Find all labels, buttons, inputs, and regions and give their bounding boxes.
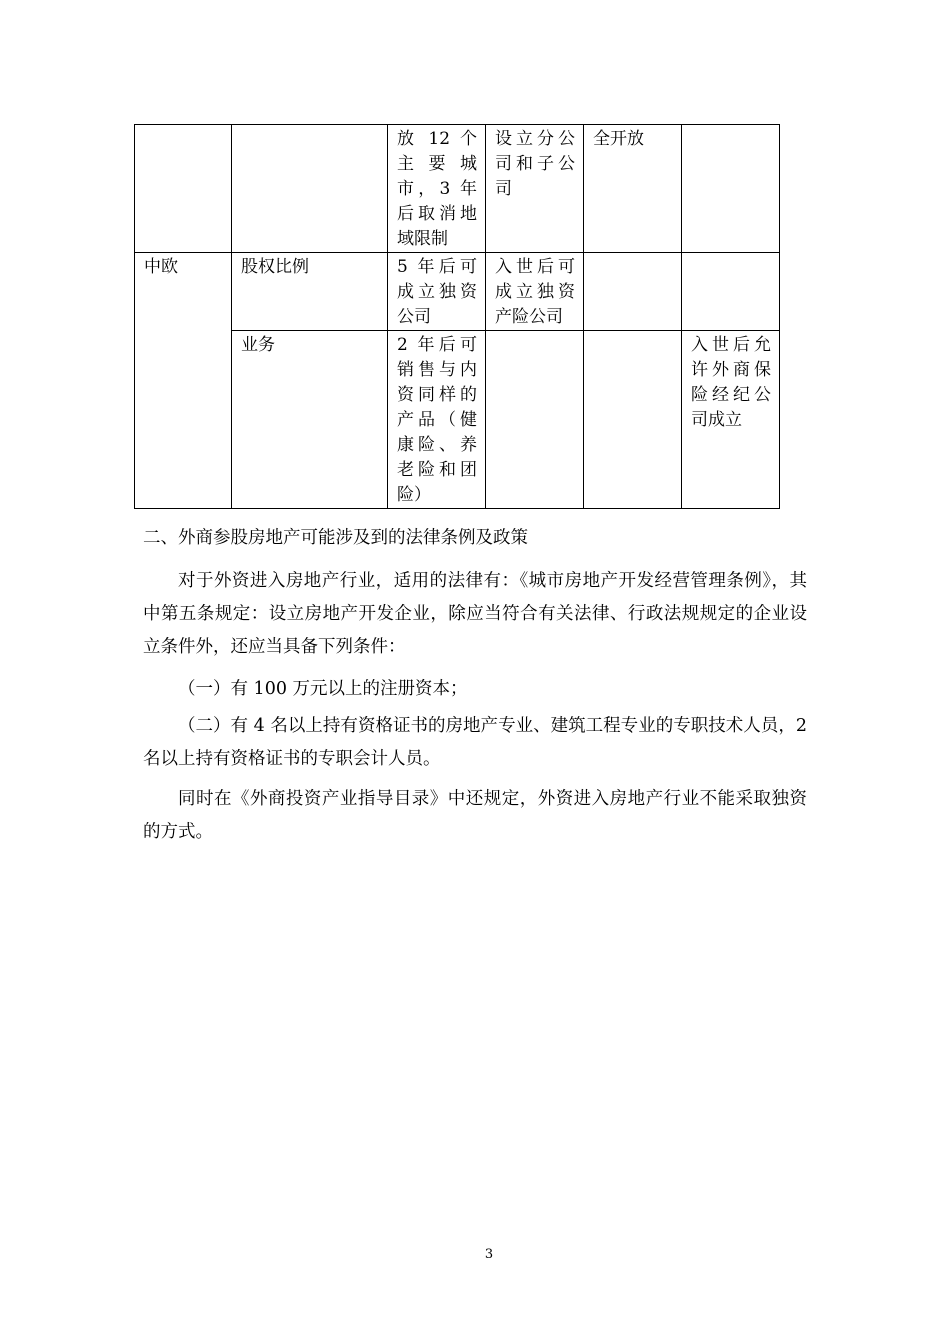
table-cell bbox=[584, 331, 682, 509]
table-cell: 入世后可成立独资产险公司 bbox=[486, 253, 584, 331]
condition-item-1: （一）有 100 万元以上的注册资本； bbox=[178, 679, 468, 699]
table-cell: 设立分公司和子公司 bbox=[486, 125, 584, 253]
table-row bbox=[135, 253, 780, 331]
table-cell: 业务 bbox=[232, 331, 388, 509]
table-cell bbox=[682, 125, 780, 253]
table-cell: 全开放 bbox=[584, 125, 682, 253]
table-cell: 入世后允许外商保险经纪公司成立 bbox=[682, 331, 780, 509]
table-cell bbox=[486, 331, 584, 509]
table-cell bbox=[135, 125, 232, 253]
table-cell bbox=[682, 253, 780, 331]
insurance-opening-table bbox=[134, 124, 780, 509]
body-paragraph: 对于外资进入房地产行业，适用的法律有：《城市房地产开发经营管理条例》，其中第五条规定：设立房地产开发企业，除应当符合有关法律、行政法规规定的企业设立条件外，还应当具备下列条件： bbox=[143, 571, 807, 657]
table-cell: 股权比例 bbox=[232, 253, 388, 331]
table-cell-region: 中欧 bbox=[135, 253, 232, 509]
section-heading: 二、外商参股房地产可能涉及到的法律条例及政策 bbox=[143, 528, 528, 548]
table-row bbox=[135, 331, 780, 509]
table-cell: 放 12 个主要城市，3 年后取消地域限制 bbox=[388, 125, 486, 253]
condition-item-2: （二）有 4 名以上持有资格证书的房地产专业、建筑工程专业的专职技术人员，2 名以上持有资格证书的专职会计人员。 bbox=[143, 716, 807, 769]
table-cell: 5 年后可成立独资公司 bbox=[388, 253, 486, 331]
table-cell: 2 年后可销售与内资同样的产品（健康险、养老险和团险） bbox=[388, 331, 486, 509]
table-row bbox=[135, 125, 780, 253]
table-cell bbox=[584, 253, 682, 331]
body-paragraph: 同时在《外商投资产业指导目录》中还规定，外资进入房地产行业不能采取独资的方式。 bbox=[143, 789, 807, 842]
table-cell bbox=[232, 125, 388, 253]
page-number: 3 bbox=[484, 1247, 494, 1262]
